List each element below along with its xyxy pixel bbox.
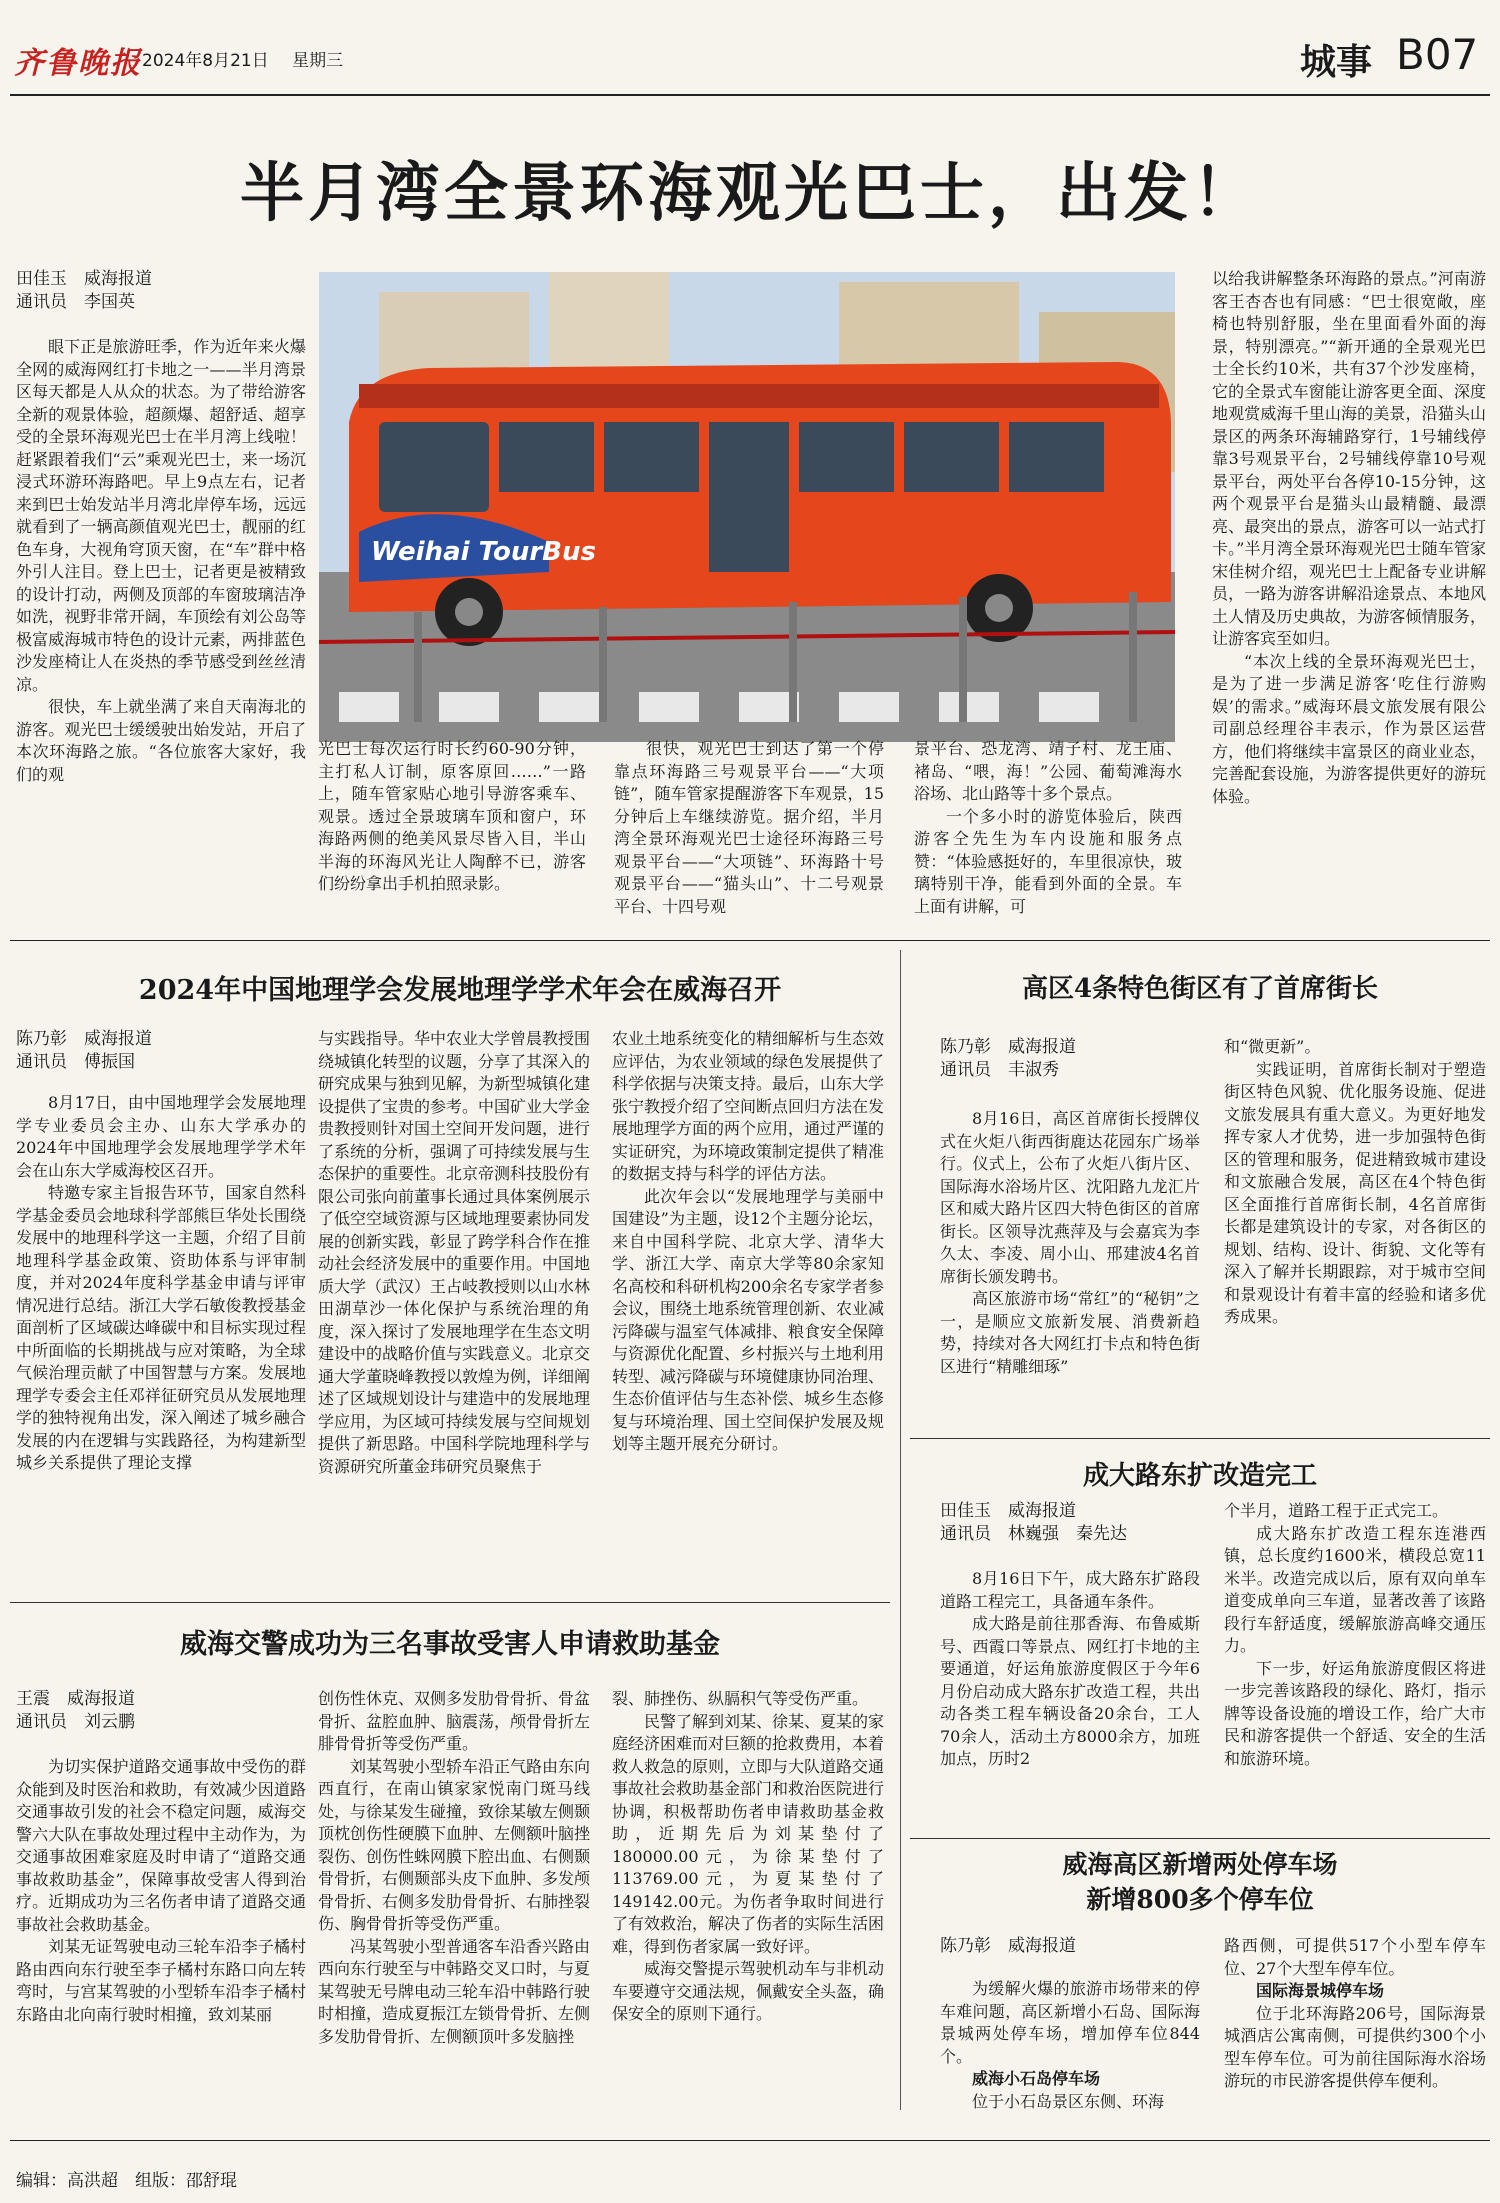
- road-correspondent: 通讯员 林巍强 秦先达: [940, 1524, 1127, 1544]
- lead-paragraph-6: 一个多小时的游览体验后，陕西游客仝先生为车内设施和服务点赞：“体验感挺好的，车里很凉快，玻璃特别干净，能看到外面的全景。车上面有讲解，可: [914, 806, 1182, 916]
- geo-paragraph-2: 特邀专家主旨报告环节，国家自然科学基金委员会地球科学部熊巨华处长围绕发展中的地理科学这一主题，介绍了目前地理科学基金政策、资助体系与评审制度，并对2024年度科学基金申请与评审情况进行总结。浙江大学石敏俊教授基金面剖析了区域碳达峰碳中和目标实现过程中所面临的长期挑战与应对策略，为全球气候治理贡献了中国智慧与方案。发展地理学专委会主任邓祥征研究员从发展地理学的独特视角出发，深入阐述了城乡融合发展的内在逻辑与实践路径，为构建新型城乡关系提供了理论支撑: [16, 1183, 306, 1472]
- police-paragraph-5: 冯某驾驶小型普通客车沿香兴路由西向东行驶至与中韩路交叉口时，与夏某驾驶无号牌电动三轮车沿中韩路行驶时相撞，造成夏振江左锁骨骨折、左侧多发肋骨骨折、左侧额顶叶多发脑挫: [318, 1936, 590, 2046]
- parking-paragraph-4: 位于北环海路206号，国际海景城酒店公寓南侧，可提供约300个小型车停车位。可为前往国际海水浴场游玩的市民游客提供停车便利。: [1224, 2003, 1486, 2090]
- police-column-2: [318, 1688, 590, 2126]
- police-paragraph-2: 刘某无证驾驶电动三轮车沿李子橘村路由西向东行驶至李子橘村东路口向左转弯时，与宫某驾驶的小型轿车沿李子橘村东路由北向南行驶时相撞，致刘某丽: [16, 1937, 306, 2024]
- lead-column-1: [16, 336, 306, 926]
- chief-paragraph-4: 实践证明，首席街长制对于塑造街区特色风貌、优化服务设施、促进文旅发展具有重大意义。为更好地发挥专家人才优势，进一步加强特色街区的管理和服务，促进精致城市建设和文旅融合发展，高区在4个特色街区全面推行首席街长制，4名首席街长都是建筑设计的专家，对各街区的规划、结构、设计、街貌、文化等有深入了解并长期跟踪，对于城市空间和景观设计有着丰富的经验和诸多优秀成果。: [1224, 1059, 1486, 1326]
- weekday: 星期三: [292, 51, 344, 71]
- parking-column-1: [940, 1978, 1200, 2124]
- page-number: B07: [1396, 30, 1479, 79]
- parking-headline-1: 威海高区新增两处停车场: [1062, 1850, 1338, 1879]
- parking-headline-2: 新增800多个停车位: [1086, 1885, 1314, 1914]
- police-paragraph-3: 创伤性休克、双侧多发肋骨骨折、骨盆骨折、盆腔血肿、脑震荡，颅骨骨折左腓骨骨折等受伤严重。: [318, 1689, 590, 1753]
- police-headline: 威海交警成功为三名事故受害人申请救助基金: [180, 1629, 720, 1660]
- police-paragraph-4: 刘某驾驶小型轿车沿正气路由东向西直行，在南山镇家家悦南门斑马线处，与徐某发生碰撞，致徐某敏左侧颞顶枕创伤性硬膜下血肿、左侧额叶脑挫裂伤、创伤性蛛网膜下腔出血、右侧颞骨骨折，右侧颞部头皮下血肿、多发颅骨骨折、右侧多发肋骨骨折、右肺挫裂伤、胸骨骨折等受伤严重。: [318, 1756, 590, 1933]
- chief-headline: 高区4条特色街区有了首席街长: [1021, 974, 1379, 1004]
- road-headline: 成大路东扩改造完工: [1082, 1461, 1317, 1491]
- road-paragraph-5: 下一步，好运角旅游度假区将进一步完善该路段的绿化、路灯，指示牌等设备设施的增设工作，给广大市民和游客提供一个舒适、安全的生活和旅游环境。: [1224, 1658, 1486, 1768]
- lead-correspondent: 通讯员 李国英: [16, 292, 135, 312]
- chief-bottom-rule: [910, 1438, 1490, 1439]
- police-byline: [16, 1688, 306, 1734]
- geo-paragraph-3: 与实践指导。华中农业大学曾晨教授围绕城镇化转型的议题，分享了其深入的研究成果与独到见解，为新型城镇化建设提供了宝贵的参考。中国矿业大学金贵教授则针对国土空间开发问题，进行了系统的分析，强调了可持续发展与生态保护的重要性。北京帝测科技股份有限公司张向前董事长通过具体案例展示了低空空域资源与区域地理要素协同发展的创新实践，彰显了跨学科合作在推动社会经济发展中的重要作用。中国地质大学（武汉）王占岐教授则以山水林田湖草沙一体化保护与系统治理的角度，深入探讨了发展地理学在生态文明建设中的战略价值与实践意义。北京交通大学董晓峰教授以敦煌为例，详细阐述了区域规划设计与建造中的发展地理学应用，为区域可持续发展与空间规划提供了新思路。中国科学院地理科学与资源研究所董金玮研究员聚焦于: [318, 1029, 590, 1476]
- parking-subhead-haijingcheng: 国际海景城停车场: [1256, 1981, 1385, 2000]
- lead-headline: 半月湾全景环海观光巴士，出发！: [240, 156, 1260, 231]
- bus-illustration: [319, 272, 1175, 742]
- police-column-3: [612, 1688, 884, 2126]
- lead-byline: [16, 268, 306, 314]
- masthead-rule: [10, 94, 1490, 96]
- chief-paragraph-1: 8月16日，高区首席街长授牌仪式在火炬八街西街鹿达花园东广场举行。仪式上，公布了火炬八街片区、国际海水浴场片区、沈阳路九龙汇片区和威大路片区四大特色街区的首席街长。区领导沈燕萍及与会嘉宾为李久太、李凌、周小山、邢建波4名首席街长颁发聘书。: [940, 1109, 1200, 1286]
- police-correspondent: 通讯员 刘云鹏: [16, 1712, 135, 1732]
- lead-column-4: [914, 738, 1182, 928]
- lead-paragraph-7: 以给我讲解整条环海路的景点。”河南游客王杏杏也有同感：“巴士很宽敞，座椅也特别舒服，坐在里面看外面的海景，特别漂亮。”“新开通的全景观光巴士全长约10米，共有37个沙发座椅，它的全景式车窗能让游客更全面、深度地观赏威海千里山海的美景，沿猫头山景区的两条环海辅路穿行，1号辅线停靠3号观景平台，2号辅线停靠10号观景平台，两处平台各停10-15分钟，这两个观景平台是猫头山最精髓、最漂亮、最突出的景点，游客可以一站式打卡。”半月湾全景环海观光巴士随车管家宋佳树介绍，观光巴士上配备专业讲解员，一路为游客讲解沿途景点、本地风土人情及历史典故，为游客倾情服务，让游客宾至如归。: [1212, 269, 1486, 648]
- geo-paragraph-5: 此次年会以“发展地理学与美丽中国建设”为主题，设12个主题分论坛，来自中国科学院、北京大学、清华大学、浙江大学、南京大学等80余家知名高校和科研机构200余名专家学者参会议，围绕土地系统管理创新、农业减污降碳与温室气体减排、粮食安全保障与资源优化配置、乡村振兴与土地利用转型、减污降碳与环境健康协同治理、生态价值评估与生态补偿、城乡生态修复与环境治理、国土空间保护发展及规划等主题开展充分研讨。: [612, 1186, 884, 1453]
- date: 2024年8月21日: [142, 51, 269, 71]
- footer-rule: [10, 2140, 1490, 2141]
- road-paragraph-1: 8月16日下午，成大路东扩路段道路工程完工，具备通车条件。: [940, 1569, 1200, 1611]
- parking-subhead-xiaoshidao: 威海小石岛停车场: [972, 2069, 1101, 2088]
- lead-paragraph-1: 眼下正是旅游旺季，作为近年来火爆全网的威海网红打卡地之一——半月湾景区每天都是人从众的状态。为了带给游客全新的观景体验，超颜爆、超舒适、超享受的全景环海观光巴士在半月湾上线啦！赶紧跟着我们“云”乘观光巴士，来一场沉浸式环游环海路吧。早上9点左右，记者来到巴士始发站半月湾北岸停车场，远远就看到了一辆高颜值观光巴士，靓丽的红色车身，大视角穹顶天窗，在“车”群中格外引人注目。登上巴士，记者更是被精致的设计打动，两侧及顶部的车窗玻璃洁净如洗，视野非常开阔，车顶绘有刘公岛等极富威海城市特色的设计元素，两排蓝色沙发座椅让人在炎热的季节感受到丝丝清凉。: [16, 337, 306, 694]
- road-bottom-rule: [910, 1838, 1490, 1839]
- road-reporter: 田佳玉 威海报道: [940, 1501, 1076, 1521]
- lead-paragraph-4: 很快，观光巴士到达了第一个停靠点环海路三号观景平台——“大项链”，随车管家提醒游客下车观景，15分钟后上车继续游览。据介绍，半月湾全景环海观光巴士途径环海路三号观景平台——“大项链”、环海路十号观景平台——“猫头山”、十二号观景平台、十四号观: [614, 739, 884, 916]
- geo-column-3: [612, 1028, 884, 1590]
- lead-column-3: [614, 738, 884, 928]
- police-paragraph-1: 为切实保护道路交通事故中受伤的群众能到及时医治和救助，有效减少因道路交通事故引发的社会不稳定问题，威海交警六大队在事故处理过程中主动作为，为交通事故困难家庭及时申请了“道路交通事故救助基金”，保障事故受害人得到治疗。近期成功为三名伤者申请了道路交通事故社会救助基金。: [16, 1757, 306, 1934]
- parking-paragraph-3: 路西侧，可提供517个小型车停车位、27个大型车停车位。: [1224, 1936, 1486, 1978]
- police-paragraph-8: 威海交警提示驾驶机动车与非机动车要遵守交通法规，佩戴安全头盔，确保安全的原则下通行。: [612, 1959, 884, 2023]
- geo-column-1: [16, 1092, 306, 1590]
- road-paragraph-4: 成大路东扩改造工程东连港西镇，总长度约1600米，横段总宽11米半。改造完成以后，原有双向单车道变成单向三车道，显著改善了该路段行车舒适度，缓解旅游高峰交通压力。: [1224, 1523, 1486, 1655]
- parking-column-2: [1224, 1935, 1486, 2125]
- parking-paragraph-1: 为缓解火爆的旅游市场带来的停车难问题，高区新增小石岛、国际海景城两处停车场，增加停车位844个。: [940, 1979, 1200, 2066]
- bus-photo: [319, 272, 1175, 742]
- lead-column-5: [1212, 268, 1486, 928]
- police-paragraph-7: 民警了解到刘某、徐某、夏某的家庭经济困难而对巨额的抢救费用，本着救人救急的原则，立即与大队道路交通事故社会救助基金部门和救治医院进行协调，积极帮助伤者申请救助基金救助，近期先后为刘某垫付了180000.00元，为徐某垫付了113769.00元，为夏某垫付了149142.00元。为伤者争取时间进行了有效救治，解决了伤者的实际生活困难，得到伤者家属一致好评。: [612, 1711, 884, 1956]
- parking-byline: [940, 1935, 1200, 1958]
- geo-reporter: 陈乃彰 威海报道: [16, 1029, 152, 1049]
- police-column-1: [16, 1756, 306, 2126]
- geo-paragraph-1: 8月17日，由中国地理学会发展地理学专业委员会主办、山东大学承办的2024年中国地理学会发展地理学学术年会在山东大学威海校区召开。: [16, 1093, 306, 1180]
- lead-reporter: 田佳玉 威海报道: [16, 269, 152, 289]
- geo-headline: 2024年中国地理学会发展地理学学术年会在威海召开: [138, 975, 782, 1006]
- chief-byline: [940, 1036, 1200, 1082]
- road-paragraph-2: 成大路是前往那香海、布鲁威斯号、西霞口等景点、网红打卡地的主要通道，好运角旅游度假区于今年6月份启动成大路东扩改造工程，共出动各类工程车辆设备20余台，工人70余人，活动土方8000余方，加班加点，历时2: [940, 1614, 1200, 1768]
- parking-paragraph-2: 位于小石岛景区东侧、环海: [972, 2091, 1165, 2111]
- editor-credit: 编辑：高洪超 组版：邵舒琨: [16, 2171, 237, 2191]
- chief-paragraph-3: 和“微更新”。: [1224, 1037, 1321, 1056]
- parking-reporter: 陈乃彰 威海报道: [940, 1936, 1076, 1956]
- geo-column-2: [318, 1028, 590, 1590]
- road-paragraph-3: 个半月，道路工程于正式完工。: [1224, 1501, 1449, 1520]
- geo-correspondent: 通讯员 傅振国: [16, 1052, 135, 1072]
- road-column-2: [1224, 1500, 1486, 1828]
- lead-paragraph-5: 景平台、恐龙湾、靖子村、龙王庙、褚岛、“喂，海！”公园、葡萄滩海水浴场、北山路等十多个景点。: [914, 739, 1182, 803]
- bus-brand-text: Weihai TourBus: [371, 537, 596, 567]
- chief-column-2: [1224, 1036, 1486, 1428]
- road-column-1: [940, 1568, 1200, 1828]
- chief-correspondent: 通讯员 丰淑秀: [940, 1060, 1059, 1080]
- chief-column-1: [940, 1108, 1200, 1428]
- lead-column-2: [318, 738, 586, 928]
- geo-byline: [16, 1028, 306, 1074]
- geo-paragraph-4: 农业土地系统变化的精细解析与生态效应评估，为农业领域的绿色发展提供了科学依据与决策支持。最后，山东大学张宁教授介绍了空间断点回归方法在发展地理学方面的两个应用，通过严谨的实证研究，为环境政策制定提供了精准的数据支持与科学的评估方法。: [612, 1029, 884, 1183]
- lead-bottom-rule: [10, 940, 1490, 941]
- police-paragraph-6: 裂、肺挫伤、纵膈积气等受伤严重。: [612, 1689, 869, 1708]
- lead-paragraph-3: 光巴士每次运行时长约60-90分钟，主打私人订制，原客原回……”一路上，随车管家贴心地引导游客乘车、观景。透过全景玻璃车顶和窗户，环海路两侧的绝美风景尽皆入目，半山半海的环海风光让人陶醉不已，游客们纷纷拿出手机拍照录影。: [318, 739, 586, 893]
- issue-date: [142, 46, 343, 71]
- column-divider: [900, 950, 901, 2110]
- geo-bottom-rule: [10, 1602, 890, 1603]
- lead-paragraph-2: 很快，车上就坐满了来自天南海北的游客。观光巴士缓缓驶出始发站，开启了本次环海路之旅。“各位旅客大家好，我们的观: [16, 697, 306, 784]
- section-name: 城事: [1300, 42, 1373, 83]
- road-byline: [940, 1500, 1240, 1546]
- chief-reporter: 陈乃彰 威海报道: [940, 1037, 1076, 1057]
- chief-paragraph-2: 高区旅游市场“常红”的“秘钥”之一，是顺应文旅新发展、消费新趋势，持续对各大网红打卡点和特色街区进行“精雕细琢”: [940, 1289, 1200, 1376]
- police-reporter: 王震 威海报道: [16, 1689, 135, 1709]
- newspaper-logo: 齐鲁晚报: [14, 46, 142, 81]
- lead-paragraph-8: “本次上线的全景环海观光巴士，是为了进一步满足游客‘吃住行游购娱’的需求。”威海环晨文旅发展有限公司副总经理谷丰表示，作为景区运营方，他们将继续丰富景区的商业业态，完善配套设施，为游客提供更好的游玩体验。: [1212, 651, 1486, 806]
